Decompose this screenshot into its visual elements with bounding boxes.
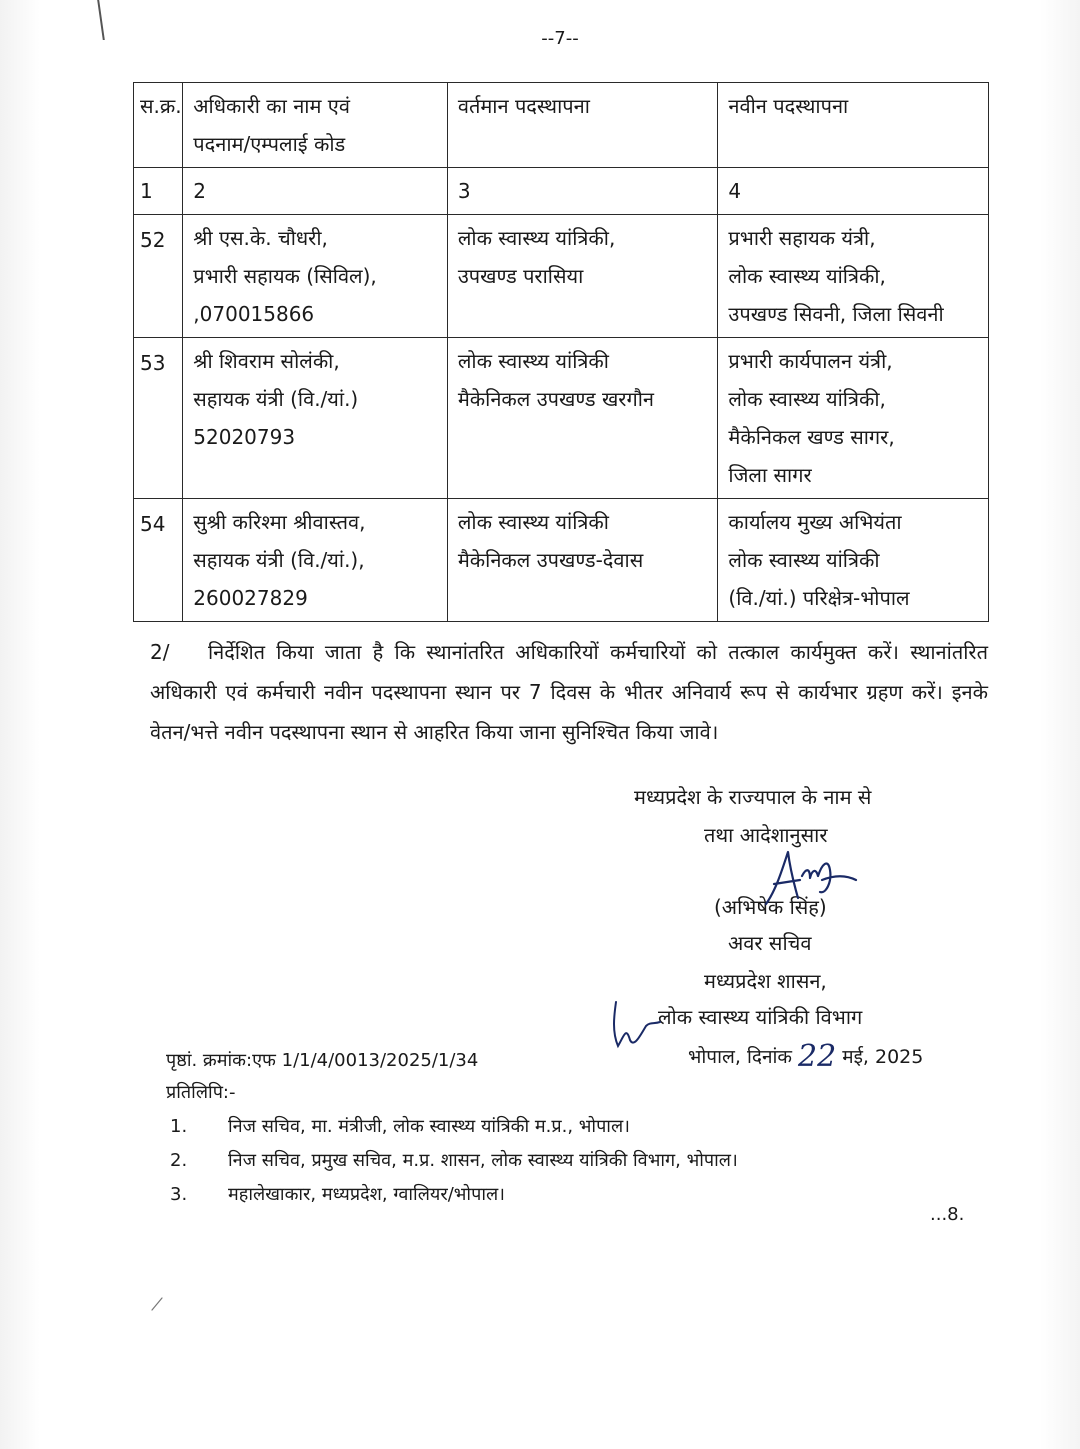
header-officer-name-line1: अधिकारी का नाम एवं [193,94,350,118]
stray-pen-mark-icon [150,1296,164,1312]
current-posting-cell [447,215,718,338]
officer-cell [183,215,448,338]
header-current-posting: वर्तमान पदस्थापना [447,83,718,168]
new-posting-line: लोक स्वास्थ्य यांत्रिकी [728,548,880,572]
reference-number: पृष्ठां. क्रमांक:एफ 1/1/4/0013/2025/1/34 [166,1050,479,1071]
new-posting-line: लोक स्वास्थ्य यांत्रिकी, [728,387,886,411]
new-posting-cell [718,499,989,622]
transfer-table [133,82,989,622]
signatory-designation: अवर सचिव [728,931,812,955]
page-number: --7-- [541,28,579,49]
copy-to-label: प्रतिलिपि:- [166,1082,236,1103]
list-item-number: 2. [170,1150,188,1171]
list-item-text: निज सचिव, प्रमुख सचिव, म.प्र. शासन, लोक स्वास्थ्य यांत्रिकी विभाग, भोपाल। [228,1150,738,1171]
new-posting-line: प्रभारी सहायक यंत्री, [728,226,876,250]
new-posting-line: प्रभारी कार्यपालन यंत्री, [728,349,893,373]
serial-number: 54 [134,499,183,622]
instruction-paragraph [150,632,988,752]
column-index-3: 3 [447,168,718,215]
current-posting-line: मैकेनिकल उपखण्ड-देवास [457,548,644,572]
header-new-posting: नवीन पदस्थापना [718,83,989,168]
new-posting-line: मैकेनिकल खण्ड सागर, [728,425,895,449]
new-posting-line: (वि./यां.) परिक्षेत्र-भोपाल [728,586,910,610]
header-officer-name [183,83,448,168]
next-page-indicator: ...8. [930,1204,965,1225]
handwritten-signature-icon [752,846,862,916]
table-row [134,215,989,338]
authority-line: मध्यप्रदेश के राज्यपाल के नाम से [634,785,872,809]
current-posting-cell [447,499,718,622]
new-posting-line: कार्यालय मुख्य अभियंता [728,510,902,534]
officer-name: सुश्री करिश्मा श्रीवास्तव, [193,510,366,534]
employee-code: 52020793 [193,425,296,449]
serial-number: 52 [134,215,183,338]
list-item-text: महालेखाकार, मध्यप्रदेश, ग्वालियर/भोपाल। [228,1184,506,1205]
serial-number: 53 [134,338,183,499]
list-item-text: निज सचिव, मा. मंत्रीजी, लोक स्वास्थ्य यांत्रिकी म.प्र., भोपाल। [228,1116,630,1137]
new-posting-line: उपखण्ड सिवनी, जिला सिवनी [728,302,944,326]
copy-to-list [170,1110,930,1212]
place-and-date [688,1040,923,1074]
month-year: मई, 2025 [842,1046,924,1068]
officer-name: श्री एस.के. चौधरी, [193,226,328,250]
initial-mark-icon [606,996,666,1056]
new-posting-line: लोक स्वास्थ्य यांत्रिकी, [728,264,886,288]
place-date-prefix: भोपाल, दिनांक [688,1046,793,1068]
current-posting-line: मैकेनिकल उपखण्ड खरगौन [457,387,655,411]
column-index-row [134,168,989,215]
current-posting-cell [447,338,718,499]
officer-name: श्री शिवराम सोलंकी, [193,349,340,373]
table-header-row [134,83,989,168]
employee-code: 260027829 [193,586,308,610]
list-item-number: 3. [170,1184,188,1205]
new-posting-cell [718,215,989,338]
government-name: मध्यप्रदेश शासन, [704,969,827,993]
current-posting-line: लोक स्वास्थ्य यांत्रिकी, [457,226,616,250]
current-posting-line: उपखण्ड परासिया [457,264,584,288]
signatory-name: (अभिषेक सिंह) [714,895,827,919]
column-index-1: 1 [134,168,183,215]
current-posting-line: लोक स्वास्थ्य यांत्रिकी [457,349,609,373]
table-row [134,499,989,622]
header-serial-no: स.क्र. [134,83,183,168]
column-index-4: 4 [718,168,989,215]
officer-designation: सहायक यंत्री (वि./यां.) [193,387,359,411]
list-item [170,1144,930,1178]
officer-designation: प्रभारी सहायक (सिविल), [193,264,377,288]
list-item [170,1178,930,1212]
current-posting-line: लोक स्वास्थ्य यांत्रिकी [457,510,609,534]
officer-designation: सहायक यंत्री (वि./यां.), [193,548,365,572]
officer-cell [183,338,448,499]
order-line: तथा आदेशानुसार [704,823,828,847]
column-index-2: 2 [183,168,448,215]
header-officer-name-line2: पदनाम/एम्पलाई कोड [193,132,346,156]
paragraph-text: निर्देशित किया जाता है कि स्थानांतरित अधिकारियों कर्मचारियों को तत्काल कार्यमुक्त करें। स्थानांतरित अधिकारी एवं कर्मचारी नवीन पदस्थापना स्थान पर 7 दिवस के भीतर अनिवार्य रूप से कार्यभार ग्रहण करें। इनके वेतन/भत्ते नवीन पदस्थापना स्थान से आहरित किया जाना सुनिश्चित किया जावे। [150,640,988,744]
employee-code: ,070015866 [193,302,315,326]
new-posting-line: जिला सागर [728,463,812,487]
handwritten-day: 22 [798,1039,837,1074]
list-item-number: 1. [170,1116,188,1137]
table-row [134,338,989,499]
paragraph-number: 2/ [150,640,170,664]
list-item [170,1110,930,1144]
new-posting-cell [718,338,989,499]
officer-cell [183,499,448,622]
page-fold-edge [97,0,119,40]
department-name: लोक स्वास्थ्य यांत्रिकी विभाग [658,1005,863,1029]
